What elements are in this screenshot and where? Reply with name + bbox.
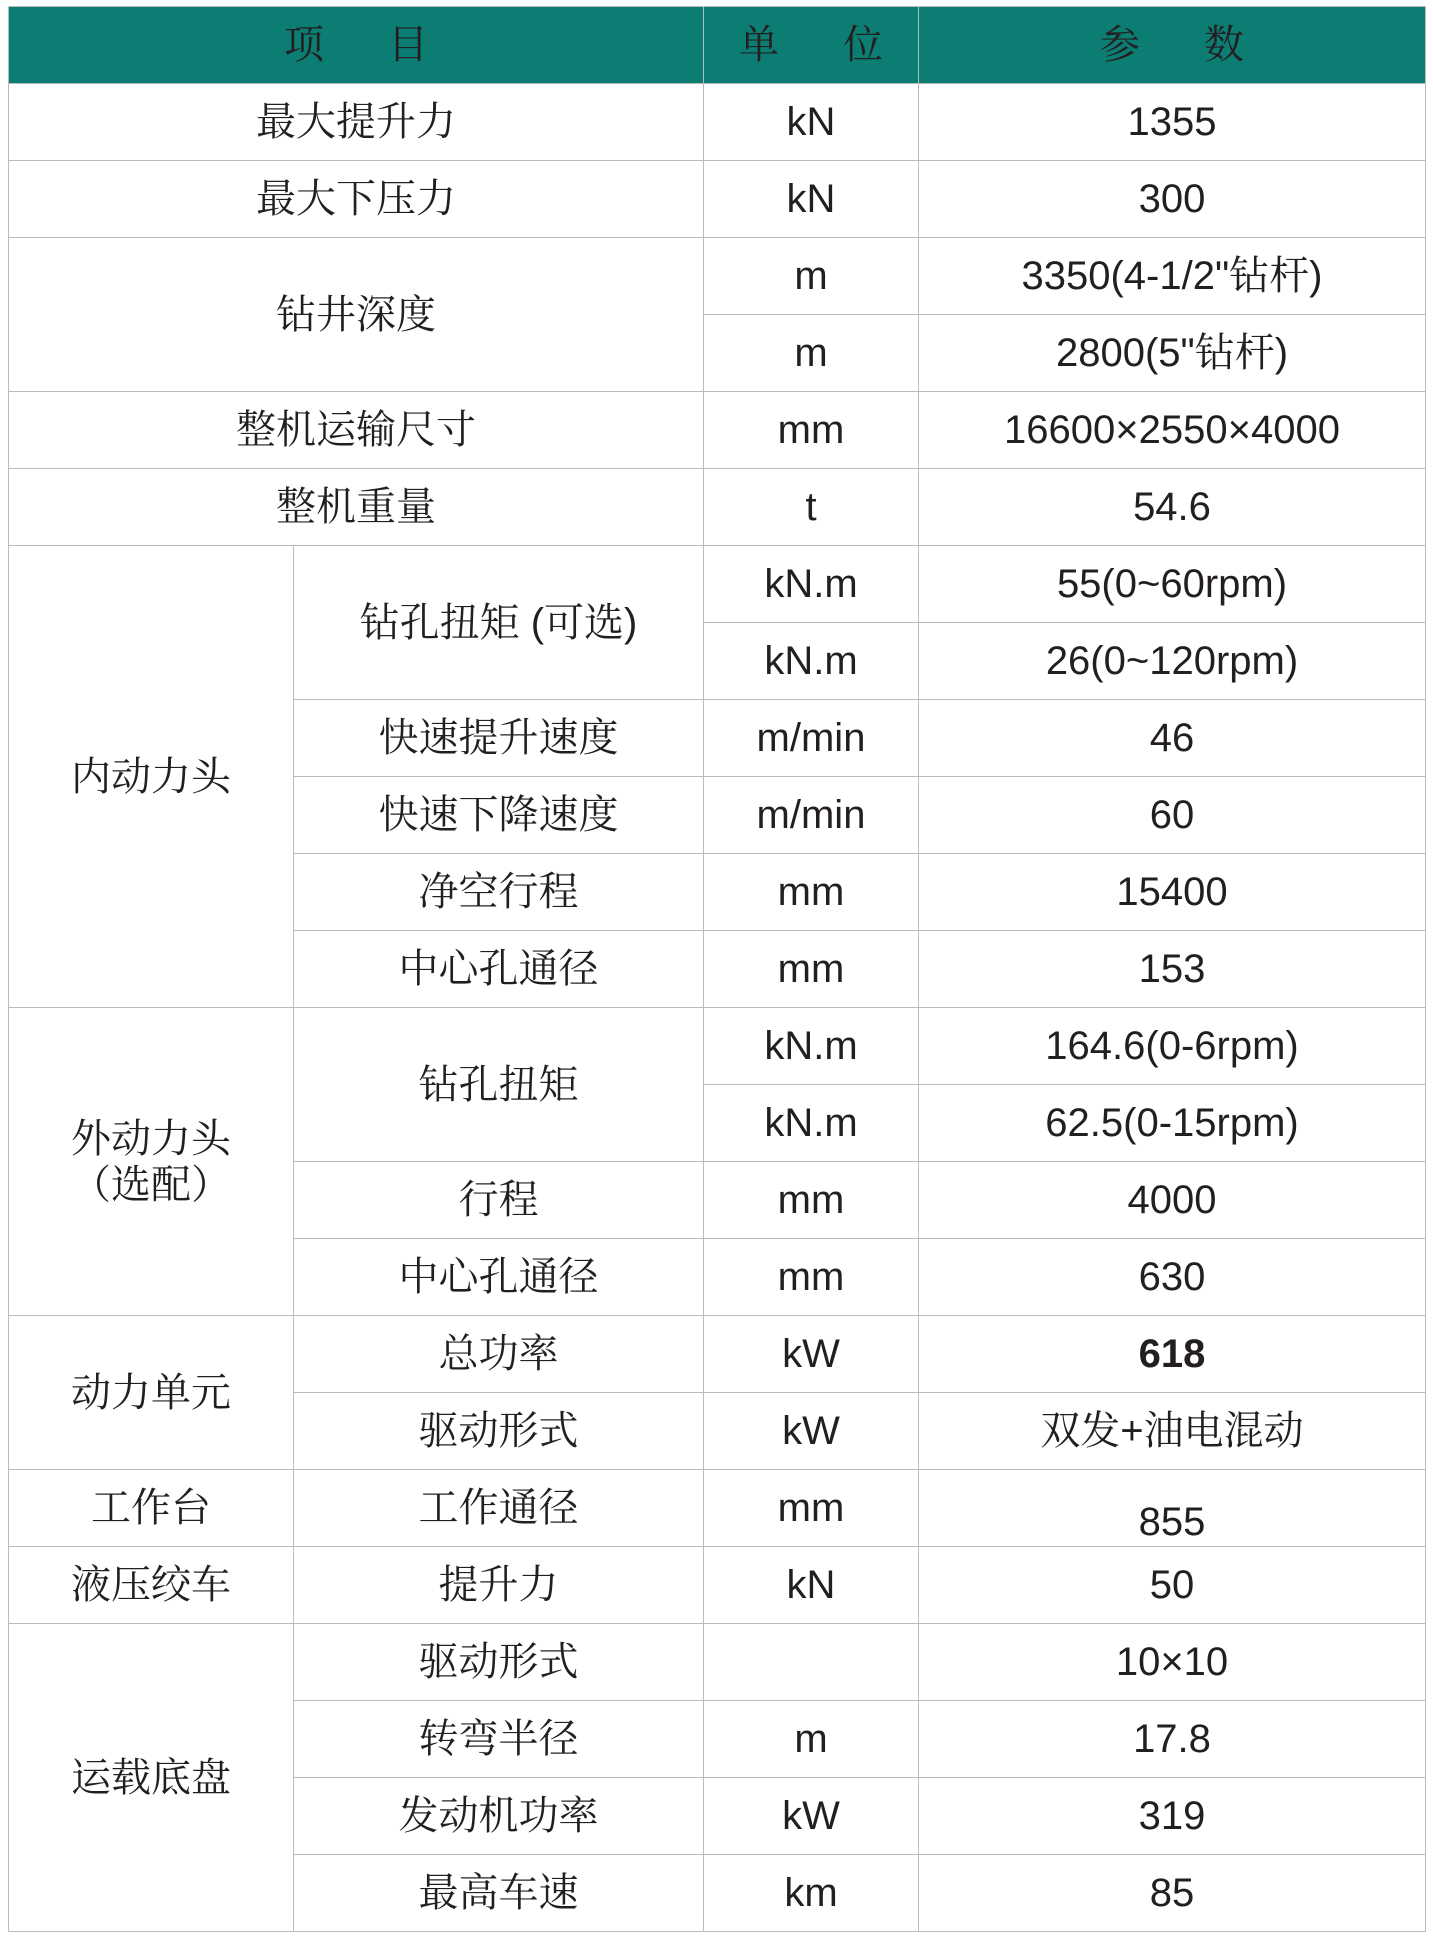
row-item-label: 整机重量 [9, 469, 704, 546]
row-value: 62.5(0-15rpm) [919, 1085, 1426, 1162]
row-unit: mm [704, 1239, 919, 1316]
row-item-label: 中心孔通径 [294, 931, 704, 1008]
row-item-label: 驱动形式 [294, 1393, 704, 1470]
row-item-label: 最大下压力 [9, 161, 704, 238]
table-row [9, 1316, 1426, 1393]
row-item-label: 工作通径 [294, 1470, 704, 1547]
row-item-label: 钻孔扭矩 (可选) [294, 546, 704, 700]
header-item: 项 目 [9, 7, 704, 84]
table-row [9, 1008, 1426, 1085]
table-row [9, 161, 1426, 238]
row-unit: m [704, 1701, 919, 1778]
table-row [9, 1547, 1426, 1624]
row-value: 10×10 [919, 1624, 1426, 1701]
row-value: 26(0~120rpm) [919, 623, 1426, 700]
row-group-label [9, 1008, 294, 1316]
row-value: 16600×2550×4000 [919, 392, 1426, 469]
group-label-main: 液压绞车 [71, 1563, 231, 1607]
row-group-label [9, 1316, 294, 1470]
row-group-label [9, 1547, 294, 1624]
row-unit: m/min [704, 700, 919, 777]
header-unit: 单 位 [704, 7, 919, 84]
table-row [9, 469, 1426, 546]
row-unit: kN [704, 84, 919, 161]
group-label-main: 运载底盘 [71, 1755, 231, 1800]
row-value: 60 [919, 777, 1426, 854]
group-label-sub: （选配） [71, 1162, 231, 1207]
row-item-label: 最高车速 [294, 1855, 704, 1932]
row-unit: kN.m [704, 623, 919, 700]
row-item-label: 转弯半径 [294, 1701, 704, 1778]
row-unit: kN.m [704, 1008, 919, 1085]
row-unit: kN.m [704, 1085, 919, 1162]
row-value: 4000 [919, 1162, 1426, 1239]
row-item-label: 中心孔通径 [294, 1239, 704, 1316]
row-unit: mm [704, 1162, 919, 1239]
row-value: 17.8 [919, 1701, 1426, 1778]
row-unit: kN [704, 1547, 919, 1624]
row-unit: km [704, 1855, 919, 1932]
row-unit: m [704, 315, 919, 392]
row-value: 55(0~60rpm) [919, 546, 1426, 623]
row-value: 85 [919, 1855, 1426, 1932]
row-item-label: 快速提升速度 [294, 700, 704, 777]
row-group-label [9, 1624, 294, 1932]
specification-table [8, 6, 1426, 1932]
row-unit: mm [704, 854, 919, 931]
table-row [9, 1470, 1426, 1547]
row-value: 153 [919, 931, 1426, 1008]
row-value: 3350(4-1/2"钻杆) [919, 238, 1426, 315]
row-value: 319 [919, 1778, 1426, 1855]
group-label-main: 外动力头 [71, 1116, 231, 1161]
row-item-label: 净空行程 [294, 854, 704, 931]
row-value: 1355 [919, 84, 1426, 161]
row-unit: m/min [704, 777, 919, 854]
row-unit [704, 1624, 919, 1701]
row-value [919, 1470, 1426, 1547]
row-unit: kN.m [704, 546, 919, 623]
table-row [9, 238, 1426, 315]
table-row [9, 392, 1426, 469]
group-label-main: 内动力头 [71, 754, 231, 799]
row-unit: kW [704, 1778, 919, 1855]
row-value: 50 [919, 1547, 1426, 1624]
row-value: 双发+油电混动 [919, 1393, 1426, 1470]
table-body [9, 84, 1426, 1932]
row-unit: mm [704, 1470, 919, 1547]
row-value: 630 [919, 1239, 1426, 1316]
row-value: 618 [919, 1316, 1426, 1393]
row-unit: kN [704, 161, 919, 238]
table-header [9, 7, 1426, 84]
row-item-label: 发动机功率 [294, 1778, 704, 1855]
row-item-label: 最大提升力 [9, 84, 704, 161]
row-value: 2800(5"钻杆) [919, 315, 1426, 392]
group-label-main: 工作台 [91, 1486, 211, 1530]
row-item-label: 钻井深度 [9, 238, 704, 392]
row-item-label: 总功率 [294, 1316, 704, 1393]
table-row [9, 546, 1426, 623]
header-value: 参 数 [919, 7, 1426, 84]
row-item-label: 驱动形式 [294, 1624, 704, 1701]
table-header-row [9, 7, 1426, 84]
row-group-label [9, 546, 294, 1008]
row-unit: kW [704, 1316, 919, 1393]
row-unit: mm [704, 392, 919, 469]
row-item-label: 快速下降速度 [294, 777, 704, 854]
row-value: 300 [919, 161, 1426, 238]
row-unit: mm [704, 931, 919, 1008]
row-value: 46 [919, 700, 1426, 777]
row-item-label: 行程 [294, 1162, 704, 1239]
row-value: 15400 [919, 854, 1426, 931]
row-item-label: 钻孔扭矩 [294, 1008, 704, 1162]
row-unit: m [704, 238, 919, 315]
table-row [9, 84, 1426, 161]
row-item-label: 整机运输尺寸 [9, 392, 704, 469]
row-group-label [9, 1470, 294, 1547]
row-unit: t [704, 469, 919, 546]
row-unit: kW [704, 1393, 919, 1470]
table-row [9, 1624, 1426, 1701]
group-label-main: 动力单元 [71, 1370, 231, 1415]
row-item-label: 提升力 [294, 1547, 704, 1624]
row-value: 164.6(0-6rpm) [919, 1008, 1426, 1085]
row-value: 54.6 [919, 469, 1426, 546]
row-value-text: 855 [1138, 1500, 1206, 1544]
